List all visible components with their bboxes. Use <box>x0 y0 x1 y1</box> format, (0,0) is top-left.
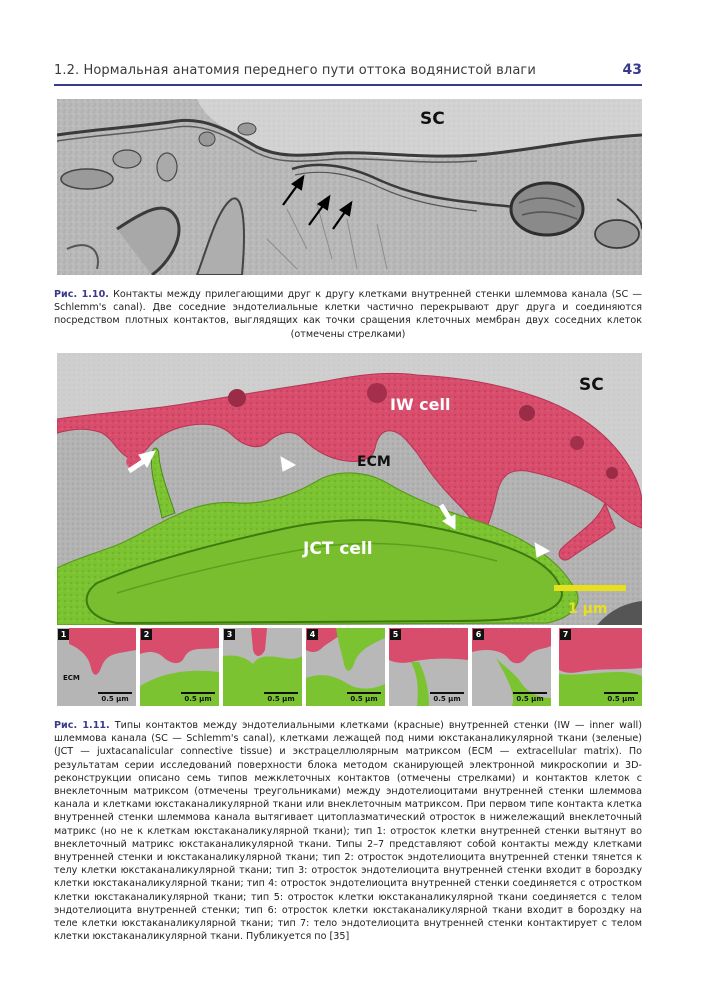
panel-1-scale <box>98 692 132 703</box>
panel-type-2 <box>140 628 219 706</box>
figure-1-11-iw-label: IW cell <box>390 395 451 414</box>
panel-type-3 <box>223 628 302 706</box>
panel-6-number: 6 <box>473 629 484 640</box>
figure-1-11-caption-label: Рис. 1.11. <box>54 720 110 731</box>
figure-1-10-micrograph <box>57 99 642 275</box>
running-header <box>54 60 642 82</box>
panel-type-7 <box>559 628 642 706</box>
panel-4-scale-bar <box>347 692 381 694</box>
figure-1-11-jct-label: JCT cell <box>303 539 373 559</box>
panel-2-scale-bar <box>181 692 215 694</box>
figure-1-10-caption-label: Рис. 1.10. <box>54 289 109 300</box>
panel-3-number: 3 <box>224 629 235 640</box>
figure-1-11-micrograph <box>57 353 642 625</box>
panel-4-number: 4 <box>307 629 318 640</box>
panel-5-scale-text: 0.5 μm <box>433 695 461 703</box>
panel-5-scale-bar <box>430 692 464 694</box>
panel-2-scale-text: 0.5 μm <box>184 695 212 703</box>
panel-6-scale <box>513 692 547 703</box>
panel-7-scale-bar <box>604 692 638 694</box>
panel-7-scale-text: 0.5 μm <box>607 695 635 703</box>
figure-1-10-caption <box>54 288 642 341</box>
running-header-title: 1.2. Нормальная анатомия переднего пути оттока водянистой влаги <box>54 63 536 78</box>
header-rule <box>54 84 642 86</box>
figure-1-11-scale-label: 1 μm <box>568 601 608 617</box>
panel-3-scale <box>264 692 298 703</box>
figure-1-11-image <box>57 353 642 625</box>
panel-1-scale-bar <box>98 692 132 694</box>
panel-1-number: 1 <box>58 629 69 640</box>
panel-2-number: 2 <box>141 629 152 640</box>
panel-5-number: 5 <box>390 629 401 640</box>
panel-4-scale <box>347 692 381 703</box>
figure-1-11-sc-label: SC <box>579 375 604 395</box>
page-number: 43 <box>622 62 642 78</box>
panel-type-4 <box>306 628 385 706</box>
panel-2-scale <box>181 692 215 703</box>
panel-1-scale-text: 0.5 μm <box>101 695 129 703</box>
panel-type-5 <box>389 628 468 706</box>
panel-3-scale-bar <box>264 692 298 694</box>
panel-4-scale-text: 0.5 μm <box>350 695 378 703</box>
panel-7-scale <box>604 692 638 703</box>
figure-1-10-image <box>57 99 642 275</box>
panel-6-scale-text: 0.5 μm <box>516 695 544 703</box>
panel-type-1 <box>57 628 136 706</box>
figure-1-11-caption-text: Типы контактов между эндотелиальными клетками (красные) внутренней стенки (IW — inner wall) шлеммова канала (SC — Schlemm's canal), клетками лежащей под ними юкстаканаликулярной ткани (зеленые) (JCT — juxtacanalicular connective tissue) и экстрацеллюлярным матриксом (ECM — extracellular matrix). По результатам серии исследований поверхности блока методом сканирующей электронной микроскопии и 3D-реконструкции описано семь типов межклеточных контактов (отмечены стрелками) и контактов клеток с внеклеточным матриксом (отмечены треугольниками) между эндотелиоцитами внутренней стенки шлеммова канала и клетками юкстаканаликулярной ткани или внеклеточным матриксом. При первом типе контакта клетка внутренней стенки шлеммова канала вытягивает цитоплазматический отросток в нижележащий внеклеточный матрикс (но не к клеткам юкстаканаликулярной ткани); тип 1: отросток клетки внутренней стенки вытянут во внеклеточный матрикс юкстаканаликулярной ткани. Типы 2–7 представляют собой контакты между клетками внутренней стенки и юкстаканаликулярной ткани; тип 2: отросток эндотелиоцита внутренней стенки тянется к телу клетки юкстаканаликулярной ткани; тип 3: отросток эндотелиоцита внутренней стенки входит в бороздку клетки юкстаканаликулярной ткани; тип 4: отросток эндотелиоцита внутренней стенки соединяется с отростком клетки юкстаканаликулярной ткани; тип 5: отросток клетки юкстаканаликулярной ткани соединяется с телом эндотелиоцита внутренней стенки; тип 6: отросток клетки юкстаканаликулярной ткани входит в бороздку на теле клетки юкстаканаликулярной ткани; тип 7: тело эндотелиоцита внутренней стенки контактирует с телом клетки юкстаканаликулярной ткани. Публикуется по [35] <box>54 720 642 943</box>
figure-1-11-ecm-label: ECM <box>357 454 391 470</box>
panel-7-number: 7 <box>560 629 571 640</box>
panel-6-scale-bar <box>513 692 547 694</box>
figure-1-10-caption-text: Контакты между прилегающими друг к другу клетками внутренней стенки шлеммова канала (SC — Schlemm's canal). Две соседние эндотелиальные клетки частично перекрывают друг друга и соединяются посредством плотных контактов, выглядящих как точки сращения клеточных мембран двух соседних клеток (отмечены стрелками) <box>54 289 642 340</box>
figure-1-11-caption <box>54 719 642 943</box>
panel-1-ecm-label: ECM <box>63 674 80 682</box>
figure-1-10-sc-label: SC <box>420 109 445 129</box>
panel-type-6 <box>472 628 551 706</box>
panel-5-scale <box>430 692 464 703</box>
panel-3-scale-text: 0.5 μm <box>267 695 295 703</box>
